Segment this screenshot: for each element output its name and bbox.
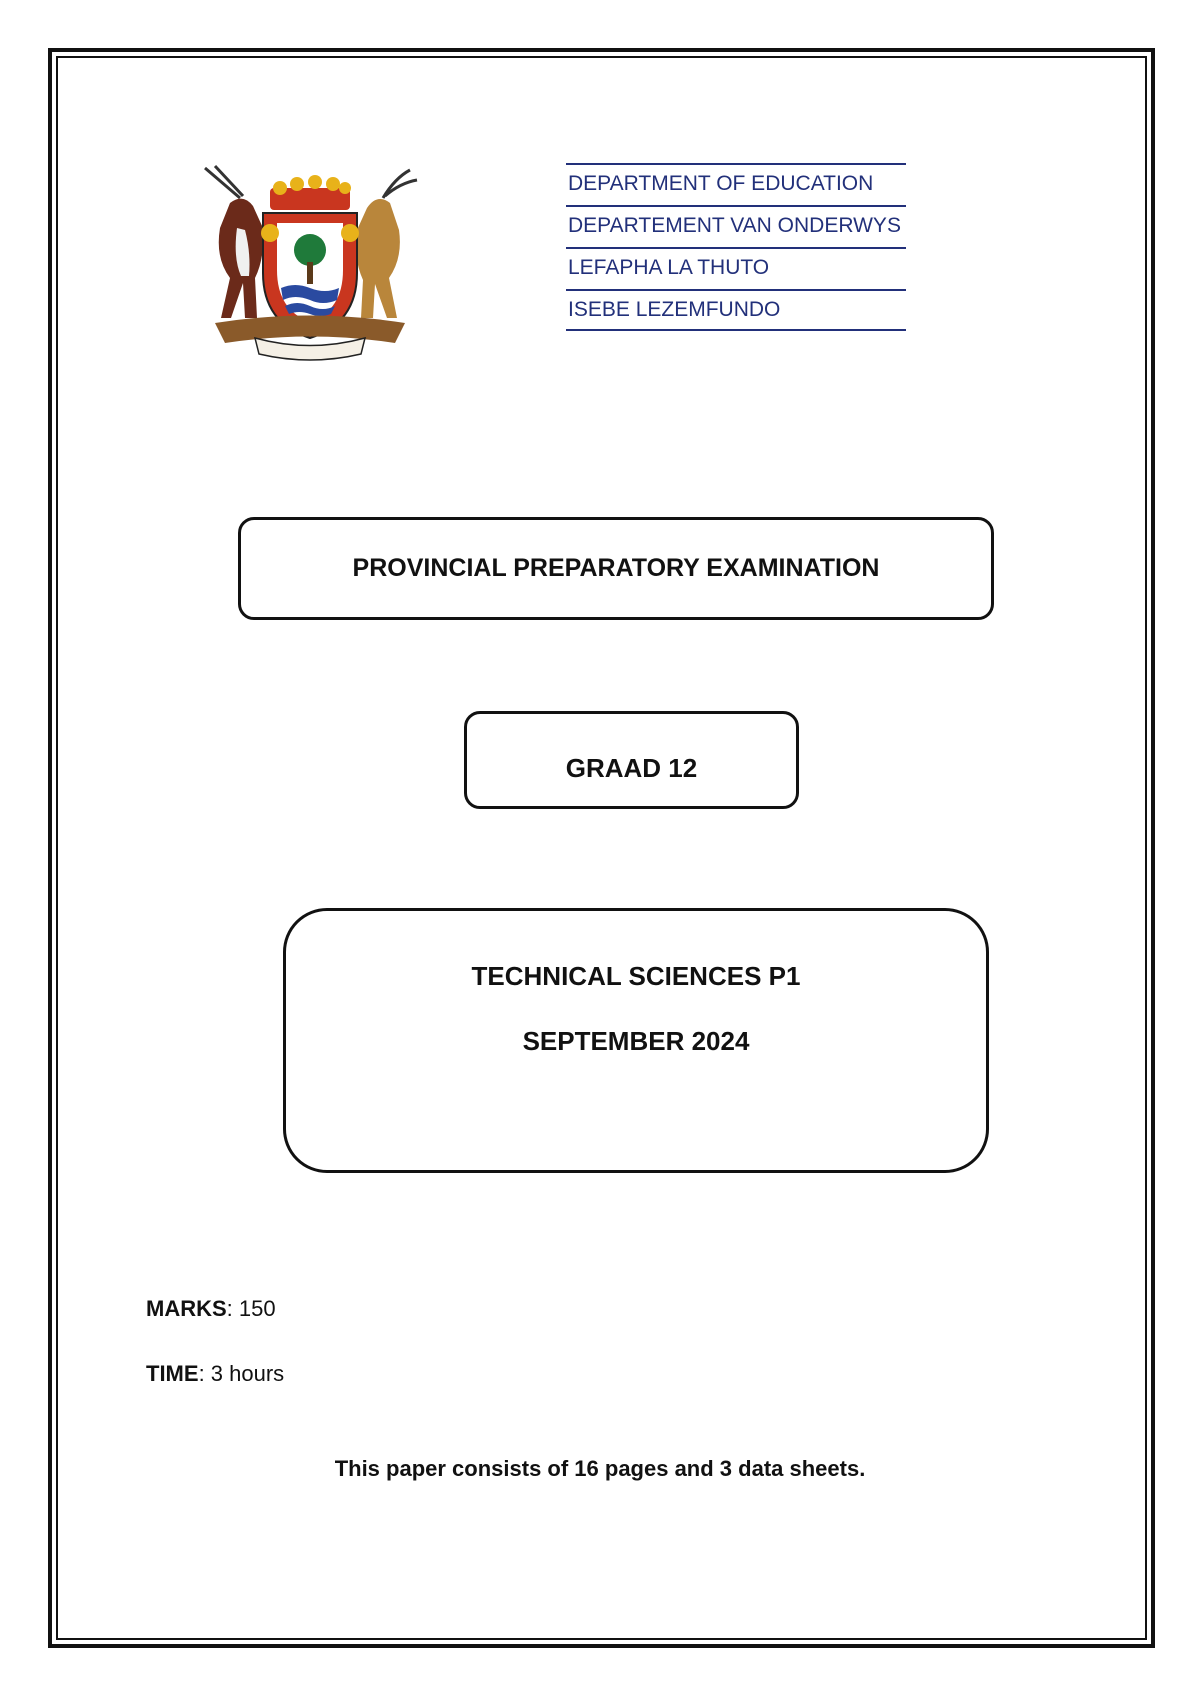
subject-name: TECHNICAL SCIENCES P1 (471, 961, 801, 991)
time-label: TIME (146, 1361, 199, 1386)
crown-icon (270, 175, 351, 210)
marks-value: 150 (238, 1296, 276, 1321)
grade-label: GRAAD 12 (565, 753, 698, 783)
left-antelope-icon (205, 166, 263, 318)
time-info (146, 1361, 284, 1387)
marks-label: MARKS (146, 1296, 227, 1321)
department-name-english: DEPARTMENT OF EDUCATION (566, 163, 906, 205)
pages-note: This paper consists of 16 pages and 3 data sheets. (334, 1456, 866, 1481)
department-name-afrikaans: DEPARTEMENT VAN ONDERWYS (566, 205, 906, 247)
exam-date: SEPTEMBER 2024 (522, 1026, 750, 1056)
right-kudu-icon (356, 170, 417, 318)
time-value: 3 hours (210, 1361, 285, 1386)
subject-box (283, 908, 989, 1173)
department-name-sesotho: LEFAPHA LA THUTO (566, 247, 906, 289)
department-name-isixhosa: ISEBE LEZEMFUNDO (566, 289, 906, 331)
marks-colon: : (226, 1296, 239, 1321)
grade-box (464, 711, 799, 809)
exam-title-box (238, 517, 994, 620)
marks-info (146, 1296, 276, 1322)
time-colon: : (198, 1361, 211, 1386)
coat-of-arms-logo (185, 158, 435, 368)
exam-title: PROVINCIAL PREPARATORY EXAMINATION (352, 554, 880, 582)
department-names (566, 163, 906, 331)
